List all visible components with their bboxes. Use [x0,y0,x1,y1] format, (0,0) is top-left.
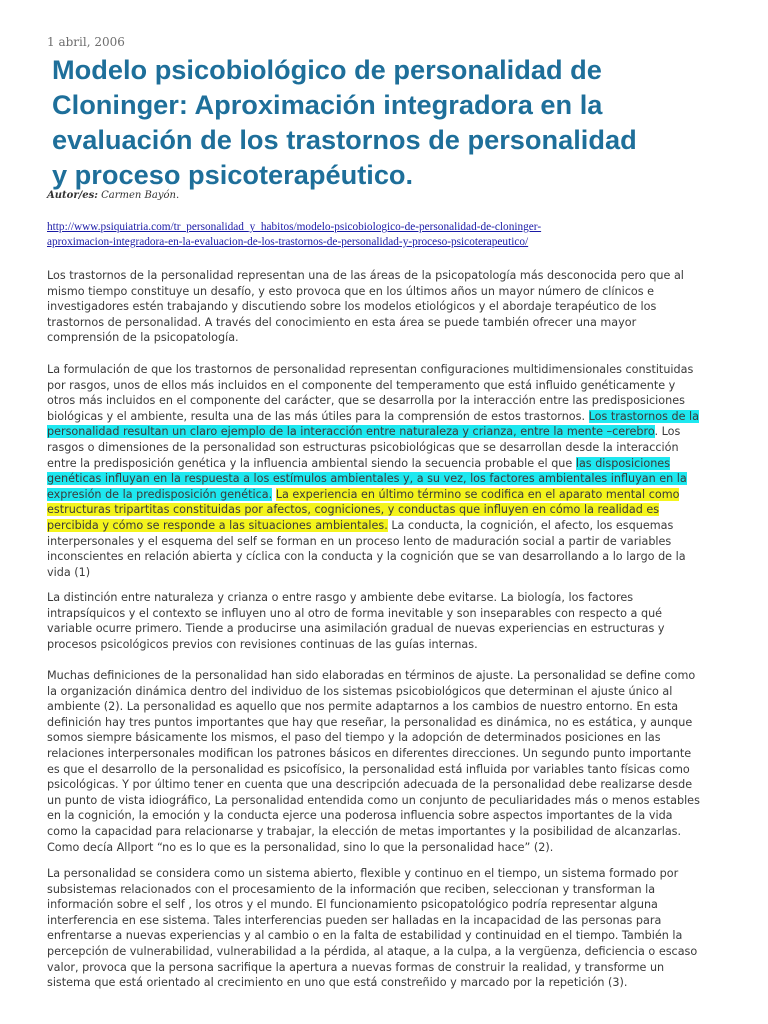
text-line: vida (1) [47,565,91,579]
highlight-cyan: las disposiciones [575,456,671,470]
text-line [47,518,727,534]
text-segment: biológicas y el ambiente, resulta una de las más útiles para la comprensión de estos trastornos. [47,409,586,423]
text-line: otros más incluidos en el componente del carácter, que se desarrolla por la interacción entre las predisposiciones [47,394,685,408]
text-line: interpersonales y el esquema del self se forman en un proceso lento de maduración social a partir de variables [47,534,672,548]
text-line: La distinción entre naturaleza y crianza o entre rasgo y ambiente debe evitarse. La biología, los factores [47,591,634,604]
text-line: La personalidad se considera como un sistema abierto, flexible y continuo en el tiempo, un sistema formado por [47,867,679,880]
text-line: como la capacidad para relacionarse y trabajar, la elección de metas importantes y la posibilidad de alcanzarlas. [47,824,682,838]
text-line: definición hay tres puntos importantes que hay que reseñar, la personalidad es dinámica, no es estática, y aunque [47,715,693,729]
author-line [47,190,179,201]
text-line: somos siempre básicamente los mismos, el paso del tiempo y la adopción de determinados posiciones en las [47,731,661,745]
highlight-cyan: Los trastornos de la [588,409,699,423]
title-line: y proceso psicoterapéutico. [52,159,414,190]
highlight-cyan: genéticas influyan en la respuesta a los estímulos ambientales y, a su vez, los factores ambientales influyan en la [47,472,687,486]
paragraph-formulation [47,362,727,580]
paragraph-intro [47,268,727,346]
text-segment: La conducta, la cognición, el afecto, los esquemas [391,518,674,532]
text-line: Muchas definiciones de la personalidad han sido elaboradas en términos de ajuste. La personalidad se define como [47,669,696,682]
text-line: procesos psicológicos previos con revisiones continuas de las guías internas. [47,637,478,651]
text-line: en la cognición, la emoción y la conducta ejerce una poderosa influencia sobre aspectos importantes de la vida [47,809,673,823]
author-name: Carmen Bayón. [101,190,180,201]
text-line [47,424,727,440]
paragraph-open-system [47,866,727,991]
text-line: enfrentarse a nuevas experiencias y al cambio o en la falta de estabilidad y continuidad en el tiempo. También la [47,929,683,943]
text-line: sistema que está orientado al crecimiento en uno que está constreñido y marcado por la repetición (3). [47,976,628,990]
highlight-cyan: expresión de la predisposición genética. [47,487,273,501]
text-segment: entre la predisposición genética y la influencia ambiental siendo la secuencia probable el que [47,456,573,470]
paragraph-distinction [47,590,727,652]
text-line: interferencia en ese sistema. Tales interferencias pueden ser halladas en la incapacidad de las personas para [47,913,662,927]
title-line: Modelo psicobiológico de personalidad de [52,54,602,85]
text-line: Como decía Allport “no es lo que es la personalidad, sino lo que la personalidad hace” (2). [47,840,554,854]
text-line: relaciones interpersonales modifican los patrones básicos en diferentes direcciones. Un segundo punto importante [47,746,692,760]
text-line: subsistemas relacionados con el procesamiento de la información que reciben, seleccionan y transforman la [47,882,656,896]
title-line: Cloninger: Aproximación integradora en la [52,89,603,120]
highlight-yellow: La experiencia en último término se codifica en el aparato mental como [275,487,680,501]
article-title [52,52,752,192]
text-segment: . Los [654,425,681,439]
post-date: 1 abril, 2006 [47,35,125,49]
highlight-cyan: personalidad resultan un claro ejemplo de la interacción entre naturaleza y crianza, entre la mente –cerebro [47,425,655,439]
text-line: información sobre el self , los otros y el mundo. El funcionamiento psicopatológico podría representar alguna [47,898,658,912]
text-line: trastornos de personalidad. A través del conocimiento en esta área se puede también ofrecer una mayor [47,315,637,329]
paragraph-definitions [47,668,727,855]
text-line: Los trastornos de la personalidad representan una de las áreas de la psicopatología más desconocida pero que al [47,269,684,282]
text-line: un punto de vista idiográfico, La personalidad entendida como un conjunto de peculiaridades más o menos estables [47,793,700,807]
author-label: Autor/es: [47,190,98,201]
source-link-line[interactable]: http://www.psiquiatria.com/tr_personalidad_y_habitos/modelo-psicobiologico-de-personalidad-de-cloninger- [47,221,542,233]
text-line [47,409,727,425]
text-line: intrapsíquicos y el contexto se influyen uno al otro de forma inevitable y son inseparables con respecto a qué [47,606,663,620]
source-link-line[interactable]: aproximacion-integradora-en-la-evaluacion-de-los-trastornos-de-personalidad-y-proceso-psicoterapeutico/ [47,236,529,248]
text-line: percepción de vulnerabilidad, vulnerabilidad a la pérdida, al ataque, a la culpa, a la vergüenza, deficiencia o escaso [47,944,698,958]
source-link[interactable] [47,220,727,250]
text-line: La formulación de que los trastornos de personalidad representan configuraciones multidimensionales constituidas [47,363,694,376]
text-line: psicológicas. Y por último tener en cuenta que una descripción adecuada de la personalidad debe realizarse desde [47,778,693,792]
title-line: evaluación de los trastornos de personalidad [52,124,637,155]
highlight-yellow: percibida y cómo se responde a las situaciones ambientales. [47,518,388,532]
text-line: rasgos o dimensiones de la personalidad son estructuras psicobiológicas que se desarrollan desde la interacción [47,440,679,454]
text-line: inconscientes en relación abierta y cíclica con la conducta y la cognición que se van desarrollando a lo largo de la [47,550,686,564]
highlight-yellow: estructuras tripartitas constituidas por afectos, cogniciones, y conductas que influyen en cómo la realidad es [47,503,660,517]
text-line: mismo tiempo constituye un desafío, y esto provoca que en los últimos años un mayor número de clínicos e [47,284,654,298]
text-line: es que el desarrollo de la personalidad es psicofísico, la personalidad está influida por variables tanto físicas como [47,762,690,776]
text-line: la organización dinámica dentro del individuo de los sistemas psicobiológicos que determinan el ajuste único al [47,684,673,698]
text-line: por rasgos, unos de ellos más incluidos en el componente del temperamento que está influido genéticamente y [47,378,676,392]
text-line [47,456,727,472]
text-line [47,487,727,503]
text-line: comprensión de la psicopatología. [47,331,239,345]
text-line: investigadores estén trabajando y discutiendo sobre los modelos etiológicos y el abordaje terapéutico de los [47,300,657,314]
text-line: valor, provoca que la persona sacrifique la apertura a nuevas formas de construir la realidad, y transforme un [47,960,665,974]
text-line: ambiente (2). La personalidad es aquello que nos permite adaptarnos a los cambios de nuestro entorno. En esta [47,700,679,714]
text-line [47,471,727,487]
text-line: variable ocurre primero. Tiende a producirse una asimilación gradual de nuevas experiencias en estructuras y [47,622,665,636]
text-line [47,502,727,518]
